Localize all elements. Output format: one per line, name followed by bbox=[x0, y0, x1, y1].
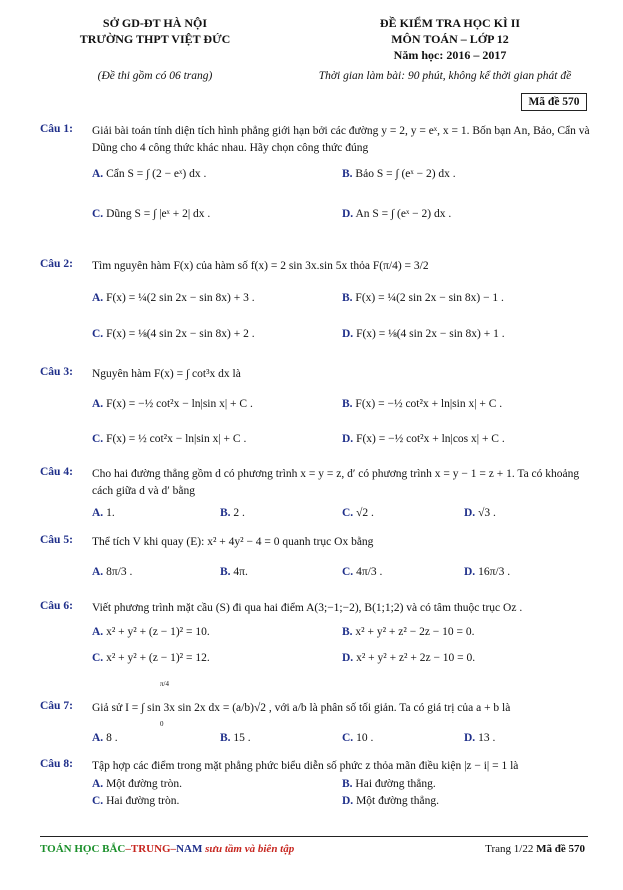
question-text: Tập hợp các điểm trong mặt phẳng phức biểu diễn số phức z thỏa mãn điều kiện |z − i| = 1 là bbox=[92, 760, 519, 772]
brand-part-3: NAM bbox=[176, 843, 203, 855]
option-b[interactable]: B. x² + y² + z² − 2z − 10 = 0. bbox=[342, 626, 475, 638]
option-c[interactable]: C. Hai đường tròn. bbox=[92, 795, 180, 807]
integral-lower-limit: 0 bbox=[160, 720, 164, 728]
question-label: Câu 6: bbox=[40, 600, 73, 612]
question-label: Câu 5: bbox=[40, 534, 73, 546]
question-label: Câu 7: bbox=[40, 700, 73, 712]
option-a[interactable]: A. x² + y² + (z − 1)² = 10. bbox=[92, 626, 210, 638]
option-a[interactable]: A. Cẩn S = ∫ (2 − eˣ) dx . bbox=[92, 168, 207, 180]
option-a[interactable]: A. 8 . bbox=[92, 732, 118, 744]
question-label: Câu 8: bbox=[40, 758, 73, 770]
option-d[interactable]: D. F(x) = −½ cot²x + ln|cos x| + C . bbox=[342, 433, 505, 445]
option-c[interactable]: C. 10 . bbox=[342, 732, 374, 744]
question-text: Thể tích V khi quay (E): x² + 4y² − 4 = 0 quanh trục Ox bằng bbox=[92, 536, 374, 548]
question-label: Câu 3: bbox=[40, 366, 73, 378]
time-note: Thời gian làm bài: 90 phút, không kể thời gian phát đề bbox=[318, 70, 572, 82]
option-a[interactable]: A. Một đường tròn. bbox=[92, 778, 182, 790]
option-b[interactable]: B. Bảo S = ∫ (eˣ − 2) dx . bbox=[342, 168, 456, 180]
question-4 bbox=[40, 466, 600, 500]
option-b[interactable]: B. Hai đường thẳng. bbox=[342, 778, 436, 790]
brand-part-2: –TRUNG– bbox=[125, 843, 177, 855]
options-row bbox=[92, 292, 602, 314]
question-2 bbox=[40, 258, 600, 275]
brand-part-1: TOÁN HỌC BẮC bbox=[40, 843, 126, 855]
footer-exam-code: Mã đề 570 bbox=[536, 843, 585, 855]
question-text: Nguyên hàm F(x) = ∫ cot³x dx là bbox=[92, 368, 241, 380]
school-name: TRƯỜNG THPT VIỆT ĐỨC bbox=[79, 32, 231, 46]
option-b[interactable]: B. 4π. bbox=[220, 566, 248, 578]
option-d[interactable]: D. √3 . bbox=[464, 507, 496, 519]
option-d[interactable]: D. F(x) = ⅛(4 sin 2x − sin 8x) + 1 . bbox=[342, 328, 505, 340]
option-a[interactable]: A. 1. bbox=[92, 507, 115, 519]
question-text: Cho hai đường thẳng gồm d có phương trình x = y = z, d′ có phương trình x = y − 1 = z + 1. Ta có khoảng cách giữa d và d′ bằng bbox=[92, 468, 580, 497]
option-d[interactable]: D. Một đường thẳng. bbox=[342, 795, 439, 807]
footer-page-info bbox=[420, 843, 585, 855]
exam-title: ĐỀ KIỂM TRA HỌC KÌ II bbox=[379, 16, 521, 30]
option-b[interactable]: B. 15 . bbox=[220, 732, 251, 744]
question-text: Giải bài toán tính diện tích hình phẳng giới hạn bởi các đường y = 2, y = eˣ, x = 1. Bốn bạn An, Bảo, Cẩn và Dũng cho 4 công thức khác nhau. Hãy chọn công thức đúng bbox=[92, 125, 590, 154]
subject-name: MÔN TOÁN – LỚP 12 bbox=[391, 32, 509, 46]
options-row bbox=[92, 208, 602, 230]
options-row bbox=[92, 795, 602, 817]
options-row bbox=[92, 732, 602, 754]
question-label: Câu 1: bbox=[40, 123, 73, 135]
question-3 bbox=[40, 366, 600, 383]
question-7 bbox=[40, 680, 600, 728]
option-d[interactable]: D. An S = ∫ (eˣ − 2) dx . bbox=[342, 208, 452, 220]
option-d[interactable]: D. 13 . bbox=[464, 732, 496, 744]
option-a[interactable]: A. F(x) = ¼(2 sin 2x − sin 8x) + 3 . bbox=[92, 292, 255, 304]
question-text: Viết phương trình mặt cầu (S) đi qua hai điểm A(3;−1;−2), B(1;1;2) và có tâm thuộc trục Oz . bbox=[92, 602, 523, 614]
option-b[interactable]: B. 2 . bbox=[220, 507, 245, 519]
integral-upper-limit: π/4 bbox=[160, 680, 169, 688]
option-a[interactable]: A. F(x) = −½ cot²x − ln|sin x| + C . bbox=[92, 398, 253, 410]
options-row bbox=[92, 433, 602, 455]
option-c[interactable]: C. Dũng S = ∫ |eˣ + 2| dx . bbox=[92, 208, 211, 220]
option-c[interactable]: C. √2 . bbox=[342, 507, 374, 519]
question-label: Câu 4: bbox=[40, 466, 73, 478]
question-8 bbox=[40, 758, 600, 775]
option-b[interactable]: B. F(x) = −½ cot²x + ln|sin x| + C . bbox=[342, 398, 503, 410]
question-label: Câu 2: bbox=[40, 258, 73, 270]
exam-code-box: Mã đề 570 bbox=[521, 93, 587, 111]
department-name: SỞ GD-ĐT HÀ NỘI bbox=[102, 16, 208, 30]
options-row bbox=[92, 652, 602, 674]
options-row bbox=[92, 168, 602, 190]
question-5 bbox=[40, 534, 600, 551]
option-d[interactable]: D. 16π/3 . bbox=[464, 566, 511, 578]
options-row bbox=[92, 507, 602, 529]
options-row bbox=[92, 566, 602, 588]
question-text: Giả sử I = ∫ sin 3x sin 2x dx = (a/b)√2 , với a/b là phân số tối giản. Ta có giá trị của a + b là bbox=[92, 702, 511, 714]
option-c[interactable]: C. F(x) = ½ cot²x − ln|sin x| + C . bbox=[92, 433, 247, 445]
question-text: Tìm nguyên hàm F(x) của hàm số f(x) = 2 sin 3x.sin 5x thỏa F(π/4) = 3/2 bbox=[92, 260, 429, 272]
footer-divider bbox=[40, 836, 588, 837]
option-d[interactable]: D. x² + y² + z² + 2z − 10 = 0. bbox=[342, 652, 476, 664]
options-row bbox=[92, 398, 602, 420]
school-year: Năm học: 2016 – 2017 bbox=[393, 48, 507, 62]
options-row bbox=[92, 328, 602, 350]
header-right bbox=[300, 15, 600, 63]
option-b[interactable]: B. F(x) = ¼(2 sin 2x − sin 8x) − 1 . bbox=[342, 292, 504, 304]
option-a[interactable]: A. 8π/3 . bbox=[92, 566, 133, 578]
pages-note: (Đề thi gồm có 06 trang) bbox=[97, 70, 213, 82]
question-6 bbox=[40, 600, 600, 617]
options-row bbox=[92, 626, 602, 648]
footer-brand bbox=[40, 843, 294, 855]
option-c[interactable]: C. x² + y² + (z − 1)² = 12. bbox=[92, 652, 210, 664]
question-1 bbox=[40, 123, 600, 157]
brand-tagline: sưu tầm và biên tập bbox=[205, 843, 295, 855]
option-c[interactable]: C. F(x) = ⅛(4 sin 2x − sin 8x) + 2 . bbox=[92, 328, 255, 340]
option-c[interactable]: C. 4π/3 . bbox=[342, 566, 383, 578]
page-number: Trang 1/22 bbox=[485, 843, 534, 855]
header-left bbox=[40, 15, 270, 47]
